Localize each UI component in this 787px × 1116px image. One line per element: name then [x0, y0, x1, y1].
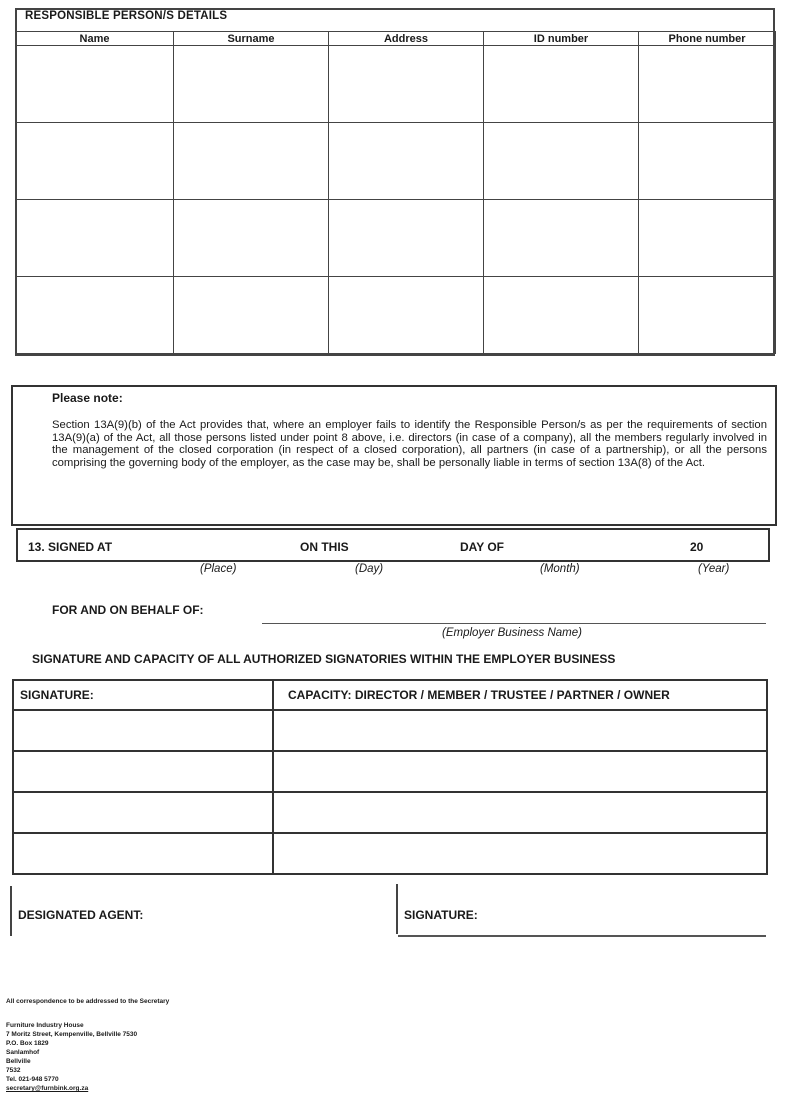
capacity-cell[interactable] [273, 751, 767, 792]
surname-cell[interactable] [174, 200, 329, 277]
please-note-title: Please note: [52, 391, 123, 405]
column-header-address: Address [329, 32, 484, 46]
id-number-cell[interactable] [484, 277, 639, 354]
id-number-cell[interactable] [484, 123, 639, 200]
capacity-cell[interactable] [273, 792, 767, 833]
id-number-cell[interactable] [484, 200, 639, 277]
agent-signature-label: SIGNATURE: [404, 908, 478, 922]
signed-at-box [16, 528, 770, 562]
agent-left-border [10, 886, 12, 936]
address-cell[interactable] [329, 277, 484, 354]
column-header-name: Name [16, 32, 174, 46]
name-cell[interactable] [16, 200, 174, 277]
table-header-row [16, 32, 776, 46]
phone-number-cell[interactable] [639, 46, 776, 123]
table-row [13, 792, 767, 833]
column-header-capacity: CAPACITY: DIRECTOR / MEMBER / TRUSTEE / PARTNER / OWNER [273, 680, 767, 710]
on-this-label: ON THIS [300, 540, 349, 554]
year-caption: (Year) [698, 563, 730, 575]
table-row [16, 123, 776, 200]
day-of-label: DAY OF [460, 540, 505, 554]
surname-cell[interactable] [174, 123, 329, 200]
signature-cell[interactable] [13, 833, 273, 874]
please-note-text: Section 13A(9)(b) of the Act provides that, where an employer fails to identify the Responsible Person/s as per the requirements of section 13A(9)(a) of the Act, all those persons listed under point 8 above, i.e. directors (in case of a company), all the members regularly involved in the management of the closed corporation (in respect of a closed corporation), all partners (in case of a partnership), or all the persons comprising the governing body of the employer, as the case may be, shall be personally liable in terms of section 13A(8) of the Act. [52, 419, 767, 469]
agent-signature-line[interactable] [398, 935, 766, 937]
responsible-persons-table [15, 31, 776, 354]
address-cell[interactable] [329, 46, 484, 123]
capacity-cell[interactable] [273, 833, 767, 874]
table-row [13, 710, 767, 751]
employer-name-line[interactable] [262, 623, 766, 624]
signature-cell[interactable] [13, 710, 273, 751]
surname-cell[interactable] [174, 46, 329, 123]
column-header-signature: SIGNATURE: [13, 680, 273, 710]
signatories-table [12, 679, 768, 875]
column-header-phone-number: Phone number [639, 32, 776, 46]
signature-cell[interactable] [13, 751, 273, 792]
employer-name-caption: (Employer Business Name) [442, 627, 582, 639]
email-link[interactable]: secretary@furnbink.org.za [6, 1085, 89, 1092]
day-caption: (Day) [355, 563, 384, 575]
signature-cell[interactable] [13, 792, 273, 833]
responsible-persons-title: RESPONSIBLE PERSON/S DETAILS [25, 10, 228, 22]
table-row [13, 833, 767, 874]
year-prefix: 20 [690, 540, 704, 554]
column-header-surname: Surname [174, 32, 329, 46]
surname-cell[interactable] [174, 277, 329, 354]
name-cell[interactable] [16, 123, 174, 200]
address-line: Sanlamhof [6, 1049, 40, 1056]
place-caption: (Place) [200, 563, 237, 575]
designated-agent-label: DESIGNATED AGENT: [18, 908, 144, 922]
table-row [16, 200, 776, 277]
column-header-id-number: ID number [484, 32, 639, 46]
address-cell[interactable] [329, 200, 484, 277]
address-line: 7 Moritz Street, Kempenville, Bellville 7530 [6, 1031, 138, 1038]
month-caption: (Month) [540, 563, 580, 575]
phone-number-cell[interactable] [639, 123, 776, 200]
table-row [16, 277, 776, 354]
capacity-cell[interactable] [273, 710, 767, 751]
signed-at-label: 13. SIGNED AT [28, 540, 113, 554]
agent-divider [396, 884, 398, 934]
on-behalf-of-label: FOR AND ON BEHALF OF: [52, 603, 204, 617]
address-line: 7532 [6, 1067, 21, 1074]
address-cell[interactable] [329, 123, 484, 200]
table-header-row [13, 680, 767, 710]
name-cell[interactable] [16, 277, 174, 354]
address-line: P.O. Box 1829 [6, 1040, 49, 1047]
table-row [13, 751, 767, 792]
table-row [16, 46, 776, 123]
address-line: Bellville [6, 1058, 31, 1065]
id-number-cell[interactable] [484, 46, 639, 123]
phone-line: Tel. 021-948 5770 [6, 1076, 59, 1083]
phone-number-cell[interactable] [639, 277, 776, 354]
name-cell[interactable] [16, 46, 174, 123]
signatories-heading: SIGNATURE AND CAPACITY OF ALL AUTHORIZED SIGNATORIES WITHIN THE EMPLOYER BUSINESS [32, 652, 616, 666]
phone-number-cell[interactable] [639, 200, 776, 277]
correspondence-note: All correspondence to be addressed to the Secretary [6, 998, 170, 1005]
address-line: Furniture Industry House [6, 1022, 84, 1029]
